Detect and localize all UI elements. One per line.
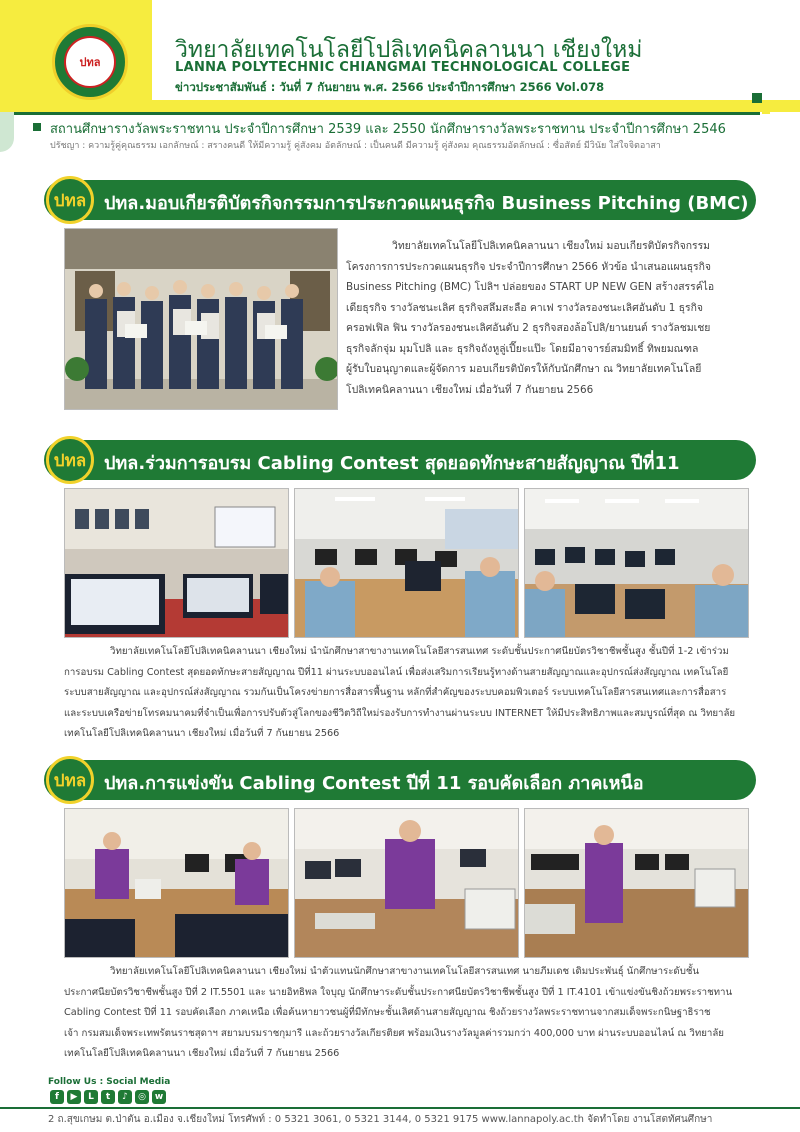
website-icon[interactable]: w	[152, 1090, 166, 1104]
decor-square	[762, 106, 770, 114]
footer-divider	[0, 1107, 800, 1109]
college-logo-icon	[46, 176, 94, 224]
follow-us-label: Follow Us : Social Media	[48, 1077, 171, 1087]
logo-text: ปทล	[79, 56, 101, 69]
contest-photo-2	[294, 808, 519, 958]
paragraph-line: เทคโนโลยีโปลิเทคนิคลานนา เชียงใหม่ เมื่อวันที่ 7 กันยายน 2566	[64, 728, 340, 739]
section-title: ปทล.การแข่งขัน Cabling Contest ปีที่ 11 รอบคัดเลือก ภาคเหนือ	[104, 773, 644, 794]
training-photo-2	[294, 488, 519, 638]
footer-address: 2 ถ.สุขเกษม ต.ป่าตัน อ.เมือง จ.เชียงใหม่ โทรศัพท์ : 0 5321 3061, 0 5321 3144, 0 5321 9175 www.lannapoly.ac.th จัดทำโดย งานโสตทัศนศึกษา	[48, 1114, 713, 1125]
paragraph-line: วิทยาลัยเทคโนโลยีโปลิเทคนิคลานนา เชียงใหม่ มอบเกียรติบัตรกิจกรรม	[392, 240, 711, 252]
news-issue-line: ข่าวประชาสัมพันธ์ : วันที่ 7 กันยายน พ.ศ. 2566 ประจำปีการศึกษา 2566 Vol.078	[175, 80, 605, 94]
line-icon[interactable]: L	[84, 1090, 98, 1104]
philosophy-line: ปรัชญา : ความรู้คู่คุณธรรม เอกลักษณ์ : สรางคนดี ให้มีความรู้ คู่สังคม อัตลักษณ์ : เป็นคนดี มีความรู้ คู่สังคม คุณธรรมอัตลักษณ์ : ซื่อสัตย์ มีวินัย ใส่ใจจิตอาสา	[50, 141, 661, 151]
paragraph-line: เทคโนโลยีโปลิเทคนิคลานนา เชียงใหม่ เมื่อวันที่ 7 กันยายน 2566	[64, 1048, 340, 1059]
logo-emblem	[64, 36, 116, 88]
banner-icon-text: ปทล	[53, 450, 87, 471]
instagram-icon[interactable]: ◎	[135, 1090, 149, 1104]
bullet-square	[33, 123, 41, 131]
decor-corner	[0, 112, 14, 152]
college-title-english: LANNA POLYTECHNIC CHIANGMAI TECHNOLOGICAL COLLEGE	[175, 60, 631, 75]
youtube-icon[interactable]: ▶	[67, 1090, 81, 1104]
decor-square	[752, 93, 762, 103]
paragraph-line: โครงการการประกวดแผนธุรกิจ ประจำปีการศึกษา 2566 หัวข้อ นำเสนอแผนธุรกิจ	[346, 260, 712, 273]
college-logo	[52, 24, 128, 100]
section-1-paragraph	[346, 236, 758, 400]
paragraph-line: วิทยาลัยเทคโนโลยีโปลิเทคนิคลานนา เชียงใหม่ นำนักศึกษาสาขางานเทคโนโลยีสารสนเทศ ระดับชั้นประกาศนียบัตรวิชาชีพชั้นสูง ชั้นปีที่ 1-2 เข้าร่วม	[110, 646, 729, 657]
college-logo-icon	[46, 436, 94, 484]
paragraph-line: โปลิเทคนิคลานนา เชียงใหม่ เมื่อวันที่ 7 กันยายน 2566	[346, 383, 594, 396]
paragraph-line: เจ้า กรมสมเด็จพระเทพรัตนราชสุดาฯ สยามบรมราชกุมารี และถ้วยรางวัลเกียรติยศ พร้อมเงินรางวัลมูลค่ารวมกว่า 400,000 บาท ผ่านระบบออนไลน์ ณ วิทยาลัย	[64, 1027, 724, 1039]
college-title-thai: วิทยาลัยเทคโนโลยีโปลิเทคนิคลานนา เชียงใหม่	[175, 37, 643, 63]
section-3-paragraph	[64, 962, 758, 1065]
section-title: ปทล.มอบเกียรติบัตรกิจกรรมการประกวดแผนธุรกิจ Business Pitching (BMC)	[104, 193, 749, 214]
paragraph-line: ประกาศนียบัตรวิชาชีพชั้นสูง ปีที่ 2 IT.5501 และ นายอิทธิพล ใจบุญ นักศึกษาระดับชั้นประกาศนียบัตรวิชาชีพชั้นสูง ปีที่ 1 IT.4101 เข้าแข่งขันชิงถ้วยพระราชทาน	[64, 986, 733, 998]
paragraph-line: การอบรม Cabling Contest สุดยอดทักษะสายสัญญาณ ปีที่11 ผ่านระบบออนไลน์ เพื่อส่งเสริมการเรียนรู้ทางด้านสายสัญญาณและอุปกรณ์ส่งสัญญาณ เทคโนโลยี	[64, 666, 729, 678]
contest-photo-1	[64, 808, 289, 958]
paragraph-line: ธุรกิจลักจุ่ม มุมโปลิ และ ธุรกิจถังหูลู่เปี๊ยะแป๊ะ โดยมีอาจารย์สมมิทธิ์ ทิพยมณฑล	[346, 342, 699, 355]
paragraph-line: ผู้รับใบอนุญาตและผู้จัดการ มอบเกียรติบัตรให้กับนักศึกษา ณ วิทยาลัยเทคโนโลยี	[346, 363, 702, 375]
banner-icon-text: ปทล	[53, 190, 87, 211]
college-logo-icon	[46, 756, 94, 804]
header-divider	[0, 112, 760, 115]
award-line: สถานศึกษารางวัลพระราชทาน ประจำปีการศึกษา 2539 และ 2550 นักศึกษารางวัลพระราชทาน ประจำปีการศึกษา 2546	[50, 122, 726, 137]
training-photo-3	[524, 488, 749, 638]
paragraph-line: ระบบสายสัญญาณ และอุปกรณ์ส่งสัญญาณ รวมกันเป็นโครงข่ายการสื่อสารพื้นฐาน หลักที่สำคัญของระบบคอมพิวเตอร์ ระบบเทคโนโลยีสารสนเทศและการสื่อสาร	[64, 687, 727, 698]
paragraph-line: Cabling Contest ปีที่ 11 รอบคัดเลือก ภาคเหนือ เพื่อค้นหายาวชนผู้ที่มีทักษะชั้นเลิศด้านสายสัญญาณ ชิงถ้วยรางวัลพระราชทานจากสมเด็จพระกนิษฐาธิราช	[64, 1007, 711, 1018]
section-title: ปทล.ร่วมการอบรม Cabling Contest สุดยอดทักษะสายสัญญาณ ปีที่11	[104, 453, 680, 474]
header-yellow-band	[0, 100, 800, 112]
paragraph-line: Business Pitching (BMC) โปลิฯ ปล่อยของ START UP NEW GEN สร้างสรรค์ไอ	[346, 281, 715, 293]
paragraph-line: วิทยาลัยเทคโนโลยีโปลิเทคนิคลานนา เชียงใหม่ นำตัวแทนนักศึกษาสาขางานเทคโนโลยีสารสนเทศ นายภีมเดช เดิมประพันธุ์ นักศึกษาระดับชั้น	[110, 966, 700, 977]
award-group-photo	[64, 228, 338, 410]
paragraph-line: ครอฟเฟิล ฟิน รางวัลรองชนะเลิศอันดับ 2 ธุรกิจสองล้อโปลิ/ยานยนต์ รางวัลชมเชย	[346, 322, 711, 334]
paragraph-line: เดียธุรกิจ รางวัลชนะเลิศ ธุรกิจสลึมสะลือ คาเฟ รางวัลรองชนะเลิศอันดับ 1 ธุรกิจ	[346, 301, 703, 314]
training-photo-1	[64, 488, 289, 638]
twitter-icon[interactable]: t	[101, 1090, 115, 1104]
section-2-paragraph	[64, 642, 758, 745]
paragraph-line: และระบบเครือข่ายโทรคมนาคมที่จำเป็นเพื่อการปรับตัวสู่โลกของชีวิตวิถีใหม่รองรับการทำงานผ่านระบบ INTERNET ให้มีประสิทธิภาพและสมบูรณ์ที่สุด ณ วิทยาลัย	[64, 707, 736, 719]
facebook-icon[interactable]: f	[50, 1090, 64, 1104]
contest-photo-3	[524, 808, 749, 958]
banner-icon-text: ปทล	[53, 770, 87, 791]
tiktok-icon[interactable]: ♪	[118, 1090, 132, 1104]
